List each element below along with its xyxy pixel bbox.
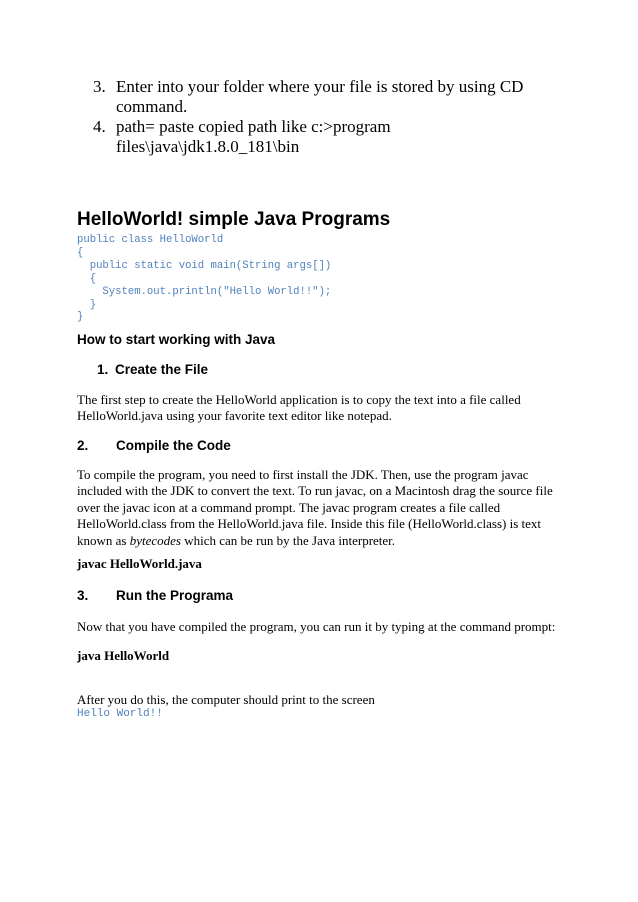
list-item-number: 4. [93,117,106,136]
section-heading: How to start working with Java [77,332,276,347]
list-item-text: path= paste copied path like c:>program files\java\jdk1.8.0_181\bin [116,117,391,156]
step-number: 1. [97,362,109,377]
step1-heading [97,362,208,378]
page-title: HelloWorld! simple Java Programs [77,209,391,230]
paragraph-text: which can be run by the Java interpreter. [180,532,396,548]
step1-paragraph: The first step to create the HelloWorld application is to copy the text into a file called HelloWorld.java using your favorite text editor like notepad. [77,392,521,424]
list-item [93,77,563,117]
compile-command: javac HelloWorld.java [77,556,202,571]
paragraph-text: To compile the program, you need to first install the JDK. Then, use the program javac included with the JDK to convert the text. To run javac, on a Macintosh drag the source file over the javac icon at a command prompt. The javac program creates a file called HelloWorld.class from the HelloWorld.java file. Inside this file (HelloWorld.class) is text known as [77,467,553,548]
list-item [93,117,563,157]
output-text: Hello World!! [77,708,163,720]
step-title: Create the File [115,362,209,377]
step-title: Compile the Code [116,438,231,453]
install-steps-list [93,77,563,157]
list-item-text: Enter into your folder where your file is stored by using CD command. [116,77,524,116]
step-number: 2. [77,438,89,453]
output-intro: After you do this, the computer should print to the screen [77,692,375,707]
step-title: Run the Programa [116,588,234,603]
step2-paragraph [77,467,562,549]
step-number: 3. [77,588,89,603]
emphasis-text: bytecodes [129,532,181,548]
run-command: java HelloWorld [77,648,170,663]
step3-heading [77,588,233,604]
step2-heading [77,438,231,454]
list-item-number: 3. [93,77,106,96]
step3-paragraph: Now that you have compiled the program, you can run it by typing at the command prompt: [77,619,556,634]
code-block: public class HelloWorld { public static void main(String args[]) { System.out.println("Hello World!!"); } } [77,234,332,324]
